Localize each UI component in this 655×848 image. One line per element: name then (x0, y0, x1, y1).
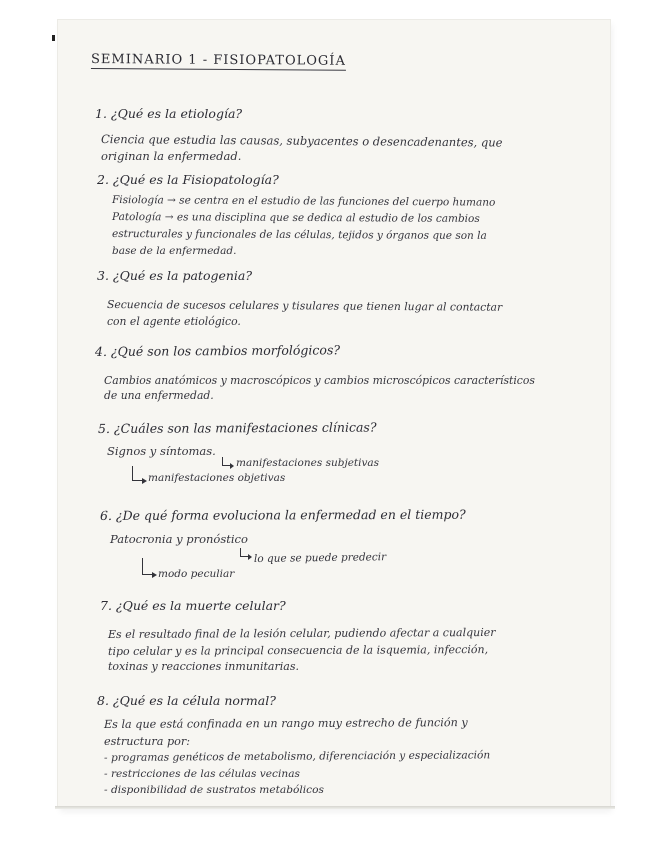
answer-6-branch-lower: modo peculiar (158, 568, 235, 580)
answer-4-line-1: Cambios anatómicos y macroscópicos y cambios microscópicos característicos (104, 374, 535, 387)
answer-4-line-2: de una enfermedad. (104, 389, 214, 402)
answer-1-line-2: originan la enfermedad. (101, 149, 242, 163)
answer-8-line-5: - disponibilidad de sustratos metabólicos (104, 784, 324, 796)
question-7: 7. ¿Qué es la muerte celular? (100, 598, 286, 613)
arrow-hook-lower (132, 466, 143, 481)
answer-7-line-1: Es el resultado final de la lesión celular, pudiendo afectar a cualquier (107, 625, 496, 641)
answer-8-line-4: - restricciones de las células vecinas (104, 768, 300, 780)
answer-5-branch-upper: manifestaciones subjetivas (236, 457, 380, 469)
ink-mark (52, 35, 55, 41)
arrow-hook-lower-6 (142, 558, 153, 575)
question-2: 2. ¿Qué es la Fisiopatología? (97, 172, 279, 187)
question-8: 8. ¿Qué es la célula normal? (97, 693, 276, 708)
answer-2-line-4: base de la enfermedad. (112, 245, 237, 257)
answer-2-line-3: estructurales y funcionales de las células, tejidos y órganos que son la (111, 228, 487, 242)
question-4: 4. ¿Qué son los cambios morfológicos? (94, 342, 341, 359)
answer-5-branch-lower: manifestaciones objetivas (148, 472, 286, 484)
question-3: 3. ¿Qué es la patogenia? (97, 268, 253, 283)
arrow-hook-upper (222, 457, 231, 466)
answer-6-branch-upper: lo que se puede predecir (253, 551, 387, 565)
answer-6-main: Patocronia y pronóstico (110, 532, 248, 546)
arrow-hook-upper-6 (240, 548, 249, 557)
answer-2-line-1: Fisiología → se centra en el estudio de las funciones del cuerpo humano (111, 194, 496, 209)
answer-8-line-2: estructura por: (104, 735, 190, 748)
page-title: SEMINARIO 1 - FISIOPATOLOGÍA (90, 52, 346, 69)
answer-2-line-2: Patología → es una disciplina que se dedica al estudio de los cambios (111, 211, 480, 225)
answer-3-line-1: Secuencia de sucesos celulares y tisulares que tienen lugar al contactar (106, 298, 503, 314)
answer-7-line-3: toxinas y reacciones inmunitarias. (108, 660, 299, 673)
answer-7-line-2: tipo celular y es la principal consecuencia de la isquemia, infección, (107, 643, 489, 658)
answer-8-line-1: Es la que está confinada en un rango muy estrecho de función y (103, 716, 468, 731)
answer-8-line-3: - programas genéticos de metabolismo, diferenciación y especialización (103, 749, 491, 764)
answer-3-line-2: con el agente etiológico. (107, 315, 241, 328)
answer-5-main: Signos y síntomas. (107, 444, 216, 458)
answer-1-line-1: Ciencia que estudia las causas, subyacentes o desencadenantes, que (100, 132, 503, 150)
question-5: 5. ¿Cuáles son las manifestaciones clínicas? (97, 419, 377, 436)
question-1: 1. ¿Qué es la etiología? (95, 106, 243, 121)
page-edge (55, 806, 615, 809)
question-6: 6. ¿De qué forma evoluciona la enfermedad en el tiempo? (99, 506, 466, 523)
